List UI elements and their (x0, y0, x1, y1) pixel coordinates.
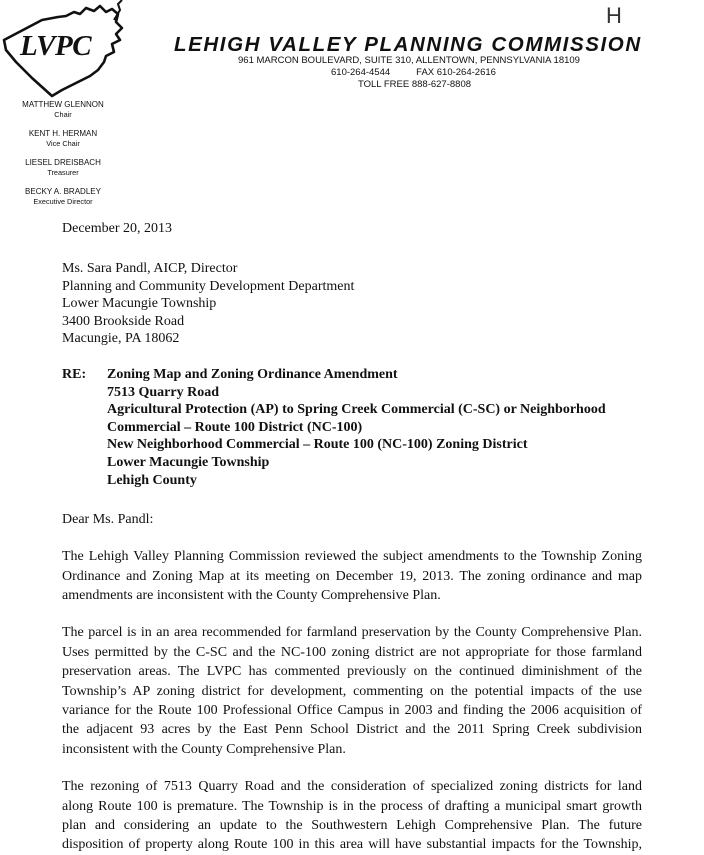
recipient-line: Planning and Community Development Department (62, 278, 355, 294)
recipient-line: Lower Macungie Township (62, 296, 217, 312)
paragraph-line: the adjacent 93 acres by the East Penn School District and the 2011 Spring Creek subdivision (62, 722, 642, 738)
paragraph-line: The Lehigh Valley Planning Commission reviewed the subject amendments to the Township Zoning (62, 549, 642, 565)
officer-vice-chair (0, 129, 126, 149)
paragraph-rezoning-premature (62, 777, 642, 855)
phone-fax-line (331, 67, 496, 78)
recipient-line: Ms. Sara Pandl, AICP, Director (62, 261, 238, 276)
officer-chair (0, 100, 126, 120)
paragraph-line: plan and considering an update to the Southwestern Lehigh Comprehensive Plan. The future (62, 818, 642, 833)
phone-number: 610-264-4544 (331, 67, 391, 78)
letter-date: December 20, 2013 (62, 221, 173, 236)
subject-lines (107, 366, 606, 489)
paragraph-line: Uses permitted by the C-SC and the NC-100 zoning district are not appropriate for those farmland (62, 644, 642, 660)
recipient-line: Macungie, PA 18062 (62, 331, 180, 347)
officer-name: KENT H. HERMAN (28, 129, 98, 138)
subject-line: Agricultural Protection (AP) to Spring Creek Commercial (C-SC) or Neighborhood (107, 402, 606, 418)
paragraph-line: inconsistent with the County Comprehensive Plan. (62, 741, 346, 757)
paragraph-review-summary (62, 547, 642, 605)
fax-number: FAX 610-264-2616 (416, 67, 496, 78)
officer-role: Vice Chair (46, 139, 80, 148)
salutation: Dear Ms. Pandl: (62, 512, 154, 528)
paragraph-line: along Route 100 is premature. The Township is in the process of drafting a municipal smart growth (62, 798, 642, 814)
officer-executive-director (0, 187, 126, 207)
letter-body (62, 220, 642, 855)
subject-line: Lower Macungie Township (107, 454, 270, 470)
paragraph-farmland-preservation (62, 623, 642, 759)
toll-free-number: TOLL FREE 888-627-8808 (358, 79, 472, 90)
paragraph-line: The rezoning of 7513 Quarry Road and the consideration of specialized zoning districts for land (62, 779, 642, 795)
subject-line: Lehigh County (107, 472, 197, 488)
subject-label: RE: (62, 366, 87, 382)
recipient-address (62, 260, 642, 348)
subject-line: 7513 Quarry Road (107, 384, 219, 400)
officer-name: BECKY A. BRADLEY (25, 187, 101, 196)
paragraph-line: amendments are inconsistent with the County Comprehensive Plan. (62, 587, 441, 603)
subject-line: New Neighborhood Commercial – Route 100 (NC-100) Zoning District (107, 437, 528, 453)
officer-role: Executive Director (33, 197, 93, 206)
subject-line: Commercial – Route 100 District (NC-100) (107, 419, 363, 435)
logo-text: LVPC (20, 30, 92, 62)
paragraph-line: preservation areas. The LVPC has commented previously on the continued diminishment of the (62, 664, 642, 680)
officer-role: Chair (54, 110, 72, 119)
recipient-line: 3400 Brookside Road (62, 313, 185, 329)
officer-treasurer (0, 158, 126, 178)
paragraph-line: disposition of property along Route 100 in this area will have substantial impacts for the Township, (62, 837, 642, 853)
paragraph-line: variance for the Route 100 Professional Office Campus in 2003 and finding the 2006 acquisition of (62, 702, 642, 718)
officer-name: MATTHEW GLENNON (22, 100, 104, 109)
paragraph-line: Ordinance and Zoning Map at its meeting on December 19, 2013. The zoning ordinance and map (62, 568, 642, 584)
address-line: 961 MARCON BOULEVARD, SUITE 310, ALLENTOWN, PENNSYLVANIA 18109 (238, 55, 580, 66)
paragraph-line: Township’s AP zoning district for development, commenting on the potential impacts of the use (62, 683, 642, 699)
officer-role: Treasurer (47, 168, 79, 177)
subject-block (62, 366, 642, 489)
officer-name: LIESEL DREISBACH (25, 158, 101, 167)
organization-name: LEHIGH VALLEY PLANNING COMMISSION (174, 33, 642, 56)
handwritten-mark: H (606, 3, 622, 28)
paragraph-line: The parcel is in an area recommended for farmland preservation by the County Comprehensive Plan. (62, 625, 642, 641)
officers-list (0, 100, 126, 216)
subject-line: Zoning Map and Zoning Ordinance Amendment (107, 366, 398, 382)
